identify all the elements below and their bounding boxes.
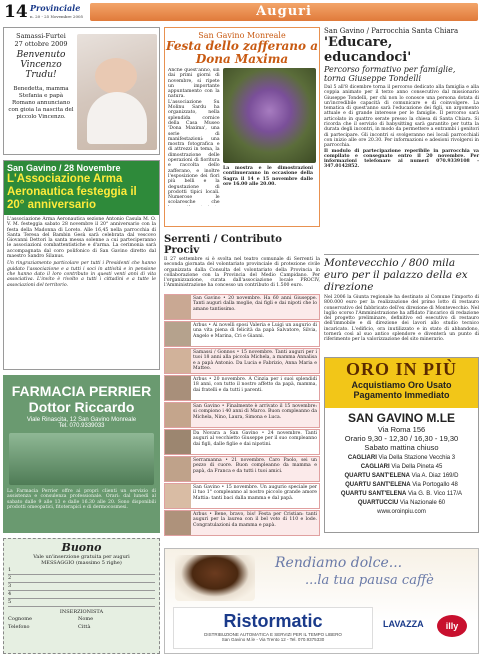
augurio-text: Arbus • Bene, bravo, bis! Festa per Cristian: tanti auguri per la laurea con il bel voto di 110 e lode. Congratulazioni da mamma e papà. <box>193 512 317 528</box>
oro-web[interactable]: www.oroinpiu.com <box>377 509 426 515</box>
educare-subtitle: Percorso formativo per famiglie, torna Giuseppe Tondelli <box>324 65 456 83</box>
oro-title: ORO IN PIÙ <box>345 359 457 379</box>
coupon-line[interactable]: 1 <box>8 567 155 575</box>
serrenti-title: Serrenti / Contributo Prociv <box>164 234 282 256</box>
montevecchio-body: Nel 2006 la Giunta regionale ha destinato al Comune l'importo di 800.000 euro per la realizzazione del primo lotto di restauro conservativo del fabbricato dell'ex direzione di Montevecchio. Nel luglio scorso l'Amministrazione ha affidato l'incarico di redazione del progetto preliminare, definitivo ed esecutivo di restauro dell'immobile e di direzione dei lavori allo studio tecnico incaricato. L'edificio, ora inutilizzato e in stato di abbandono, tornerà così al suo antico splendore e diventerà un punto di riferimento per la valorizzazione del sito minerario. <box>324 295 479 343</box>
coupon-inserzionista: INSERZIONISTA <box>59 609 104 615</box>
farmacia-name-2: Dottor Riccardo <box>28 399 135 415</box>
zafferano-title: Festa dello zafferano a Dona Maxima <box>165 39 318 66</box>
oro-hours: Orario 9,30 - 12,30 / 16,30 - 19,30 <box>344 434 459 443</box>
partner-logo-lavazza: LAVAZZA <box>383 619 424 629</box>
oro-store: SAN GAVINO M.LE <box>347 411 456 425</box>
page-header <box>0 0 482 26</box>
zafferano-place: San Gavino Monreale <box>198 31 286 40</box>
augurio-item <box>164 510 320 536</box>
coupon-line[interactable]: 4 <box>8 591 155 599</box>
educare-info: Il modulo di partecipazione reperibile in parrocchia va compilato e consegnato entro il 20 novembre. Per informazioni telefonare ai numeri 070.9339108 - 347.0142852. <box>324 148 479 170</box>
augurio-photo <box>165 349 191 373</box>
oro-shops <box>325 454 478 508</box>
zafferano-article <box>164 27 320 227</box>
coupon-label: MESSAGGIO (massimo 5 righe) <box>41 560 122 566</box>
coupon-line[interactable]: 2 <box>8 575 155 583</box>
oro-shop: QUARTU SANT'ELENA Via A. Diaz 169/D <box>344 473 459 479</box>
ristor-slogan-1: Rendiamo dolce... <box>275 555 403 571</box>
coupon-telefono-label: Telefono <box>8 624 30 630</box>
oro-shop: QUARTUCCIU Via Nazionale 60 <box>357 500 446 506</box>
birth-announcement <box>3 27 160 155</box>
oro-shop: CAGLIARI Via Della Pineta 45 <box>360 464 443 470</box>
ristor-brand: Ristormatic <box>223 611 323 631</box>
augurio-item <box>164 456 320 482</box>
oro-line2: Pagamento Immediato <box>353 390 450 400</box>
augurio-photo <box>165 430 191 454</box>
augurio-item <box>164 429 320 455</box>
farmacia-name-1: FARMACIA PERRIER <box>11 383 152 399</box>
oro-shop: QUARTU SANT'ELENA Via Portogallo 48 <box>345 482 458 488</box>
coupon-line[interactable]: 5 <box>8 599 155 607</box>
farmacia-text: La Farmacia Perrier offre ai propri clienti un servizio di assistenza e consulenza professionale. Orari: dal lunedì al sabato dalle 9 alle 13 e dalle 16.30 alle 20. Sono disponibili prodotti omeopatici, fitoterapici e di dermocosmesi. <box>7 489 156 510</box>
page-number: 14 <box>4 2 28 22</box>
augurio-text: San Gavino • 15 novembre. Un augurio speciale per il tuo 1° compleanno al nostro piccolo grande amore Mattia: tanti baci dalla mamma e dal papà. <box>193 485 317 501</box>
birth-message: Benedetta, mamma Stefania e papà Romano annunciano con gioia la nascita del piccolo Vincenzo. <box>8 86 74 120</box>
section-banner <box>90 3 478 21</box>
coupon-lines <box>4 566 159 608</box>
augurio-text: Arbus • Ai novelli sposi Valeria e Luigi un augurio di una vita piena di felicità da papà Salvatore, Silvia, Angelo e Marina, Cri e Gianni. <box>193 323 317 339</box>
augurio-item <box>164 483 320 509</box>
farmacia-photo <box>9 433 154 485</box>
coupon-citta-label: Città <box>78 624 91 630</box>
augurio-text: San Gavino • Finalmente è arrivato il 15 novembre: si compiono i 40 anni di Marco. Buon compleanno da Michela, Nino, Laura, Simona e Luca. <box>193 404 317 420</box>
ristor-contact: San Gavino M.le - Via Trento 12 - Tel. 070.9375330 <box>221 637 325 642</box>
coupon-line[interactable]: 3 <box>8 583 155 591</box>
ristor-tagline: DISTRIBUZIONE AUTOMATICA E SERVIZI PER IL TEMPO LIBERO <box>204 632 342 637</box>
augurio-item <box>164 402 320 428</box>
coupon-cognome-label: Cognome <box>8 616 32 622</box>
arma-title-block <box>4 161 159 215</box>
arma-note: Un ringraziamento particolare per tutti i Presidenti che hanno guidato l'associazione e a tutti i soci in attività e in pensione che hanno dato il loro contributo in questi venti anni di vita associativa. L'invito è rivolto a tutti i cittadini e a tutte le associazioni del territorio. <box>7 261 156 288</box>
ristormatic-ad <box>164 548 479 654</box>
oro-in-piu-ad <box>324 357 479 533</box>
birth-headline: Benvenuto Vincenzo Trudu! <box>16 50 66 80</box>
arma-date: San Gavino / 28 Novembre <box>7 163 121 173</box>
montevecchio-title: Montevecchio / 800 mila euro per il palazzo della ex direzione <box>324 257 468 293</box>
augurio-photo <box>165 484 191 508</box>
coupon-nome-label: Nome <box>78 616 94 622</box>
educare-title: 'Educare, educandoci' <box>324 35 412 65</box>
section-title: Auguri <box>256 4 312 19</box>
ristor-logo-block <box>173 607 373 649</box>
oro-line1: Acquistiamo Oro Usato <box>351 380 452 390</box>
augurio-text: Serramanna • 21 novembre. Caro Paolo, sei un pezzo di cuore. Buon compleanno da mamma e papà, da Franca e da tutti i tuoi amici. <box>193 458 317 474</box>
augurio-photo <box>165 511 191 535</box>
augurio-item <box>164 294 320 320</box>
montevecchio-article <box>324 254 479 354</box>
coupon-subtitle: Vale un'inserzione gratuita per auguri <box>33 554 130 560</box>
baby-photo <box>77 34 157 150</box>
farmacia-address: Viale Rinascita, 12 San Gavino Monreale <box>26 417 137 423</box>
zafferano-photo <box>223 68 316 163</box>
oro-address: Via Roma 156 <box>377 425 426 434</box>
zafferano-body: Anche quest'anno, sin dai primi giorni di novembre, si ripete un importante appuntamento con la natura. L'associazione Su Molinu Sardu ha organizzato, nella splendida cornice della Casa Museo 'Dona Maxima', una serie di manifestazioni: una mostra fotografica e di attrezzi in tema, la dimostrazione delle operazioni di fioritura e raccolta dello zafferano, e inoltre l'esposizione dei fiori più belli e la degustazione di prodotti tipici locali. Numerose le scolaresche che <box>168 68 220 206</box>
augurio-text: Samassi / Gonnos • 15 novembre. Tanti auguri per i tuoi 18 anni alla piccola Michela, a mamma Annalisa e a papà Antonio. Da Lucia e Fabrizio, Anna Maria e Matteo. <box>193 350 317 371</box>
oro-banner <box>325 358 478 408</box>
augurio-photo <box>165 295 191 319</box>
birth-text <box>7 32 75 121</box>
auguri-list <box>164 294 320 544</box>
augurio-photo <box>165 376 191 400</box>
ristor-slogan-2: ...la tua pausa caffè <box>305 573 434 588</box>
coupon <box>3 538 160 654</box>
augurio-text: Arbus • 20 novembre. A Cinzia per i suoi splendidi 18 anni, con tutto il nostro affetto da papà, mamma, dai fratelli e da tutti i parenti. <box>193 377 317 393</box>
augurio-photo <box>165 457 191 481</box>
issue-line: n. 20 - 25 Novembre 2005 <box>30 14 84 19</box>
augurio-photo <box>165 403 191 427</box>
farmacia-phone: Tel. 070.9339033 <box>58 423 105 429</box>
arma-title: L'Associazione Arma Aeronautica festeggia il 20° anniversario <box>7 173 137 211</box>
partner-logo-illy: illy <box>437 615 467 637</box>
arma-aeronautica-article <box>3 160 160 370</box>
educare-article <box>324 27 479 249</box>
coupon-title: Buono <box>61 541 102 554</box>
serrenti-body: Il 27 settembre si è svolta nel teatro comunale di Serrenti la seconda giornata del volontariato provinciale di protezione civile organizzata dalla Consulta del volontariato della Provincia in collaborazione con la Provincia del Medio Campidano. Per l'organizzazione, curata dall'associazione locale PROCIV, l'Amministrazione ha concesso un contributo di 1.500 euro. <box>164 257 320 289</box>
serrenti-article <box>164 234 320 296</box>
augurio-item <box>164 321 320 347</box>
augurio-item <box>164 348 320 374</box>
educare-body: Dal 5 all'8 dicembre torna il percorso dedicato alla famiglia e alla coppia animato per il terzo anno consecutivo dal missionario Giuseppe Tondelli, per chi non lo conosce una persona dotata di un'incredibile capacità di comunicare e di coinvolgere. La tematica di quest'anno sarà l'educazione dei figli, un argomento attuale e di grande interesse per le famiglie. Il percorso sarà articolato in quattro serate presso la chiesa di Santa Chiara. Si ricorda che il servizio di babysitting sarà garantito per tutta la durata degli incontri, in modo da permettere a entrambi i genitori di partecipare. Gli incontri si svolgeranno nei locali parrocchiali con inizio alle ore 20.30. Per informazioni e adesioni rivolgersi in parrocchia. <box>324 85 479 149</box>
educare-place: San Gavino / Parrocchia Santa Chiara <box>324 27 459 35</box>
augurio-text: Da Novara a San Gavino • 24 novembre. Tanti auguri al vecchietto Giuseppe per il suo compleanno dai figli, dalle figlie e dai nipotini. <box>193 431 317 447</box>
oro-shop: CAGLIARI Via Della Stazione Vecchia 3 <box>347 455 456 461</box>
farmacia-ad <box>3 375 160 533</box>
coffee-cup-image <box>175 555 255 601</box>
augurio-photo <box>165 322 191 346</box>
birth-place-date: Samassi-Furtei 27 ottobre 2009 <box>14 32 68 48</box>
arma-body: L'associazione Arma Aeronautica sezione Antonio Casula M. O. V. M. festeggia sabato 28 novembre il 20° anniversario con la festa della Madonna di Loreto. Alle 16,45 nella parrocchia di Santa Teresa del Bambin Gesù sarà celebrata dal vescovo Giovanni Dettori la santa messa solenne a cui parteciperanno le associazioni combattentistiche e d'arma. La cerimonia sarà accompagnata dal coro polifonico di San Gavino diretto dal maestro Sandro Silanus. <box>7 217 156 260</box>
oro-saturday: Sabato mattina chiuso <box>364 443 439 452</box>
augurio-item <box>164 375 320 401</box>
oro-shop: QUARTU SANT'ELENA Via G. B. Vico 117/A <box>340 491 463 497</box>
zafferano-footer: La mostra e le dimostrazioni continueranno in occasione della Sagra il 14 e 15 novembre dalle ore 16.00 alle 20.00. <box>223 166 313 187</box>
augurio-text: San Gavino • 20 novembre. Ha 60 anni Giuseppe. Tanti auguri dalla moglie, dai figli e dai nipoti che lo amano tantissimo. <box>193 296 317 312</box>
newspaper-logo: Provinciale <box>30 3 81 13</box>
